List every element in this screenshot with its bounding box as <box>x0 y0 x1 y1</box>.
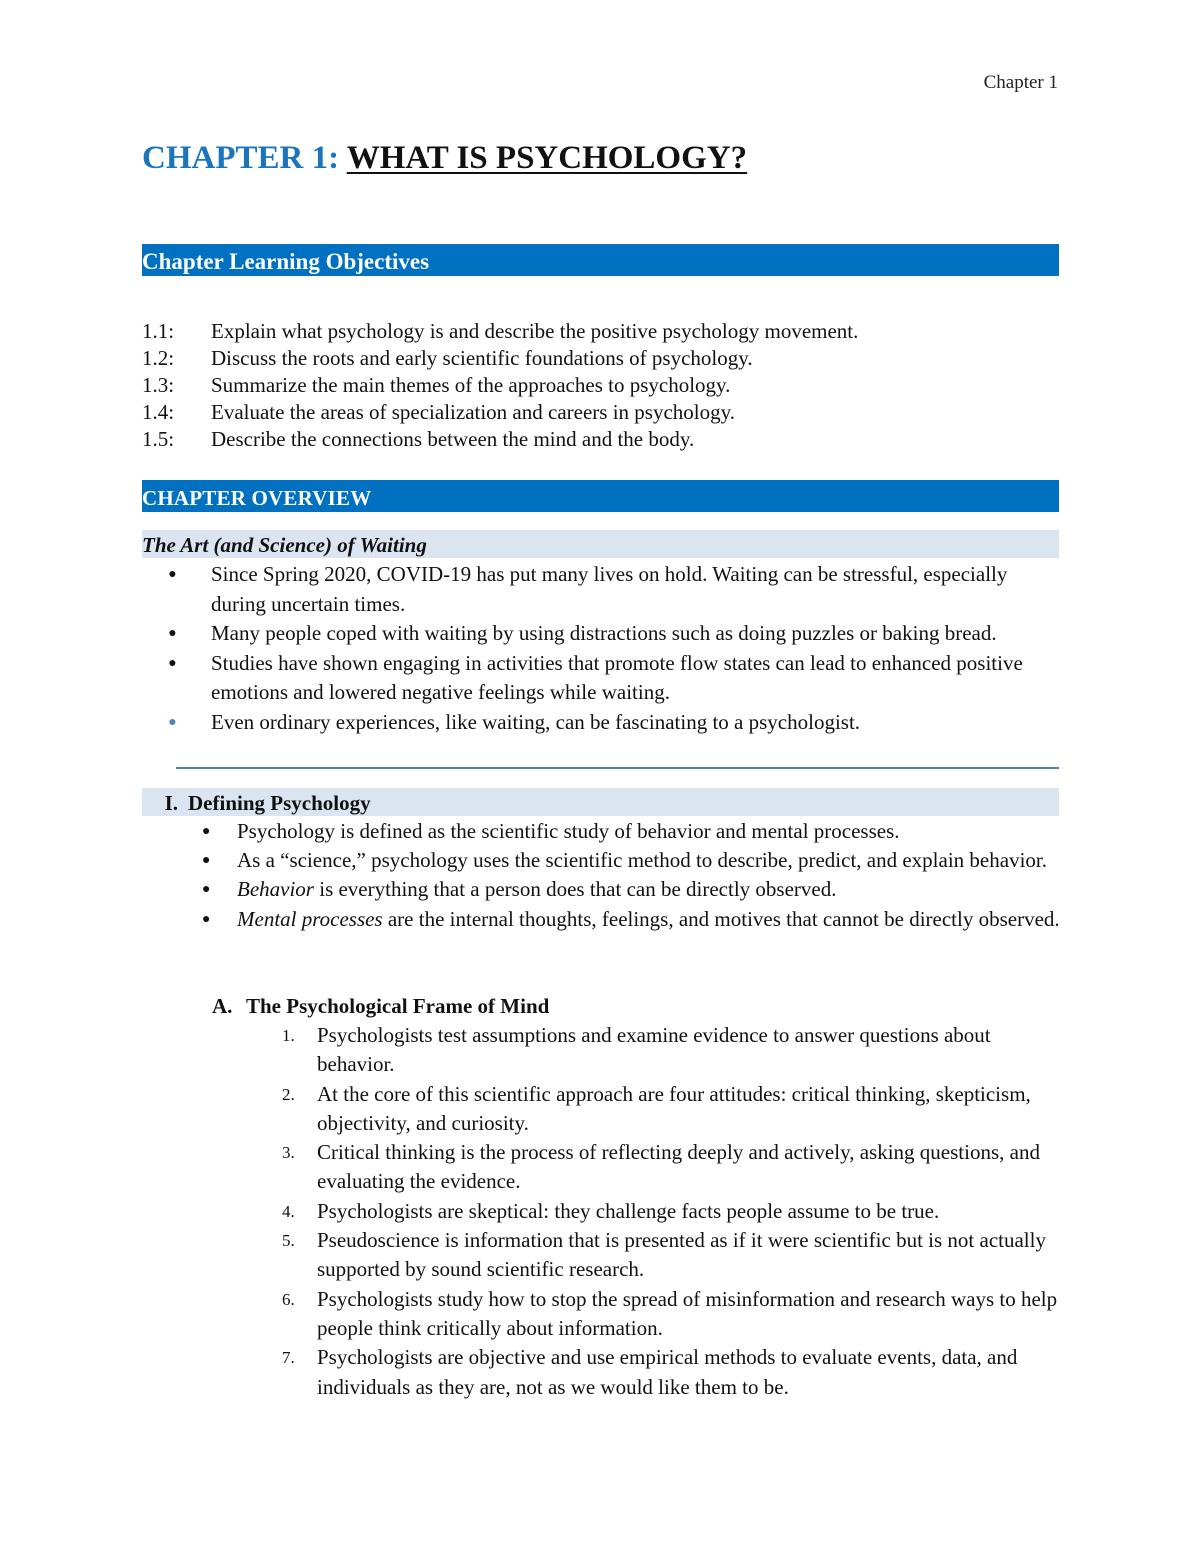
item-text: Psychologists are skeptical: they challenge facts people assume to be true. <box>317 1198 940 1223</box>
item-number: 7. <box>282 1348 295 1368</box>
bullet-text: is everything that a person does that can be directly observed. <box>313 877 837 902</box>
chapter-name: WHAT IS PSYCHOLOGY? <box>346 140 748 176</box>
item-text: Psychologists test assumptions and examine evidence to answer questions about behavior. <box>317 1023 991 1077</box>
objective-item <box>142 426 858 453</box>
bullet-icon: ● <box>202 824 211 839</box>
item-number: 5. <box>282 1231 295 1251</box>
list-item <box>196 817 1060 846</box>
bullet-text: Even ordinary experiences, like waiting, can be fascinating to a psychologist. <box>211 709 861 734</box>
running-head: Chapter 1 <box>983 72 1058 93</box>
bullet-icon: ● <box>202 882 211 898</box>
chapter-number: CHAPTER 1: <box>142 140 340 176</box>
objective-text: Describe the connections between the mind and the body. <box>211 427 695 451</box>
objective-number: 1.1: <box>142 319 175 343</box>
objective-item <box>142 345 858 372</box>
list-item <box>278 1285 1060 1344</box>
chapter-title <box>142 140 747 177</box>
bullet-icon: ● <box>202 911 211 927</box>
list-item <box>278 1021 1060 1080</box>
objective-number: 1.2: <box>142 346 175 370</box>
list-item <box>278 1197 1060 1226</box>
objective-item <box>142 399 858 426</box>
list-item <box>278 1226 1060 1285</box>
section-title: Defining Psychology <box>188 791 371 815</box>
bullet-text: are the internal thoughts, feelings, and motives that cannot be directly observed. <box>382 906 1060 931</box>
numbered-list <box>278 1021 1060 1402</box>
term: Behavior <box>237 877 314 902</box>
item-text: Psychologists study how to stop the spread of misinformation and research ways to help people think critically about information. <box>317 1286 1058 1340</box>
objective-item <box>142 372 858 399</box>
objective-text: Evaluate the areas of specialization and careers in psychology. <box>211 400 735 424</box>
objective-number: 1.4: <box>142 400 175 424</box>
list-item <box>196 905 1060 934</box>
overview-subhead: The Art (and Science) of Waiting <box>142 533 427 557</box>
section-bullets <box>196 817 1060 934</box>
bullet-text: Psychology is defined as the scientific study of behavior and mental processes. <box>237 819 900 843</box>
item-number: 3. <box>282 1143 295 1163</box>
item-text: Psychologists are objective and use empirical methods to evaluate events, data, and individuals as they are, not as we would like them to be. <box>317 1345 1018 1399</box>
overview-bullets <box>142 560 1059 737</box>
term: Mental processes <box>237 906 383 931</box>
list-item <box>278 1080 1060 1139</box>
objective-item <box>142 318 858 345</box>
objective-text: Summarize the main themes of the approaches to psychology. <box>211 373 731 397</box>
bullet-icon: ● <box>168 567 177 582</box>
bullet-text: As a “science,” psychology uses the scientific method to describe, predict, and explain behavior. <box>237 848 1047 873</box>
objectives-list <box>142 318 858 453</box>
objective-number: 1.5: <box>142 427 175 451</box>
bullet-text: Since Spring 2020, COVID-19 has put many lives on hold. Waiting can be stressful, especially during uncertain times. <box>211 562 1008 616</box>
item-text: Critical thinking is the process of reflecting deeply and actively, asking questions, and evaluating the evidence. <box>317 1140 1040 1194</box>
item-text: Pseudoscience is information that is presented as if it were scientific but is not actually supported by sound scientific research. <box>317 1228 1046 1282</box>
item-number: 2. <box>282 1084 295 1104</box>
list-item <box>196 846 1060 875</box>
objective-number: 1.3: <box>142 373 175 397</box>
bullet-text: Many people coped with waiting by using distractions such as doing puzzles or baking bread. <box>211 621 997 645</box>
section-numeral: I. <box>164 791 178 815</box>
objective-text: Explain what psychology is and describe the positive psychology movement. <box>211 319 859 343</box>
subsection-title: The Psychological Frame of Mind <box>246 994 550 1018</box>
list-item <box>142 619 1059 649</box>
objective-text: Discuss the roots and early scientific foundations of psychology. <box>211 346 753 370</box>
item-number: 6. <box>282 1289 295 1309</box>
item-number: 1. <box>282 1026 295 1045</box>
bullet-icon: ● <box>168 626 177 641</box>
list-item <box>142 560 1059 619</box>
overview-header-bar: CHAPTER OVERVIEW <box>142 480 1059 512</box>
subsection-heading <box>212 992 549 1021</box>
list-item <box>196 875 1060 904</box>
item-text: At the core of this scientific approach are four attitudes: critical thinking, skepticism, objectivity, and curiosity. <box>317 1081 1031 1135</box>
section-divider <box>176 767 1059 769</box>
bullet-icon: ● <box>202 853 211 869</box>
list-item <box>278 1138 1060 1197</box>
list-item <box>142 708 1059 738</box>
bullet-icon: ● <box>168 714 177 730</box>
list-item <box>278 1343 1060 1402</box>
section-heading <box>142 788 1059 816</box>
objectives-header-bar: Chapter Learning Objectives <box>142 244 1059 276</box>
list-item <box>142 649 1059 708</box>
bullet-icon: ● <box>168 655 177 671</box>
bullet-text: Studies have shown engaging in activities that promote flow states can lead to enhanced positive emotions and lowered negative feelings while waiting. <box>211 650 1023 704</box>
item-number: 4. <box>282 1201 295 1221</box>
subsection-letter: A. <box>212 994 233 1018</box>
